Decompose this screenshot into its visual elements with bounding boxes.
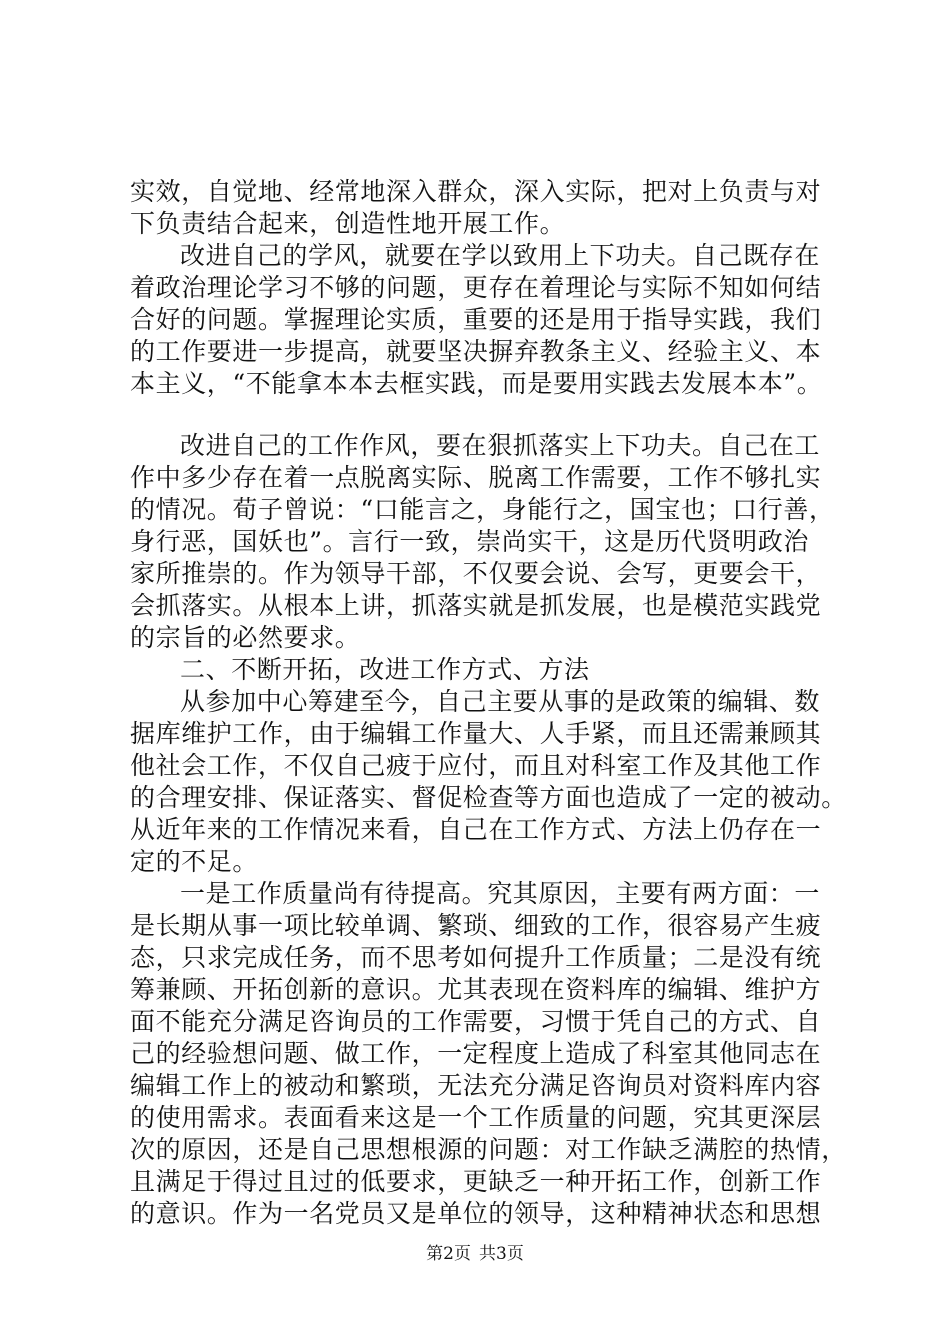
text-line: 是长期从事一项比较单调、繁琐、细致的工作，很容易产生疲	[130, 911, 822, 940]
text-line: 编辑工作上的被动和繁琐，无法充分满足咨询员对资料库内容	[130, 1071, 822, 1100]
text-line: 的工作要进一步提高，就要坚决摒弃教条主义、经验主义、本	[130, 337, 822, 366]
text-line: 一是工作质量尚有待提高。究其原因，主要有两方面：一	[180, 879, 821, 908]
text-line: 家所推崇的。作为领导干部，不仅要会说、会写，更要会干，	[130, 559, 822, 588]
text-line: 实效，自觉地、经常地深入群众，深入实际，把对上负责与对	[130, 177, 822, 206]
page-total: 共3页	[479, 1244, 524, 1264]
text-line: 从参加中心筹建至今，自己主要从事的是政策的编辑、数	[180, 687, 821, 716]
text-line: 且满足于得过且过的低要求，更缺乏一种开拓工作，创新工作	[130, 1167, 822, 1196]
text-line: 作中多少存在着一点脱离实际、脱离工作需要，工作不够扎实	[130, 463, 822, 492]
text-line: 改进自己的学风，就要在学以致用上下功夫。自己既存在	[180, 241, 821, 270]
section-heading: 二、不断开拓，改进工作方式、方法	[180, 655, 590, 684]
page-number: 第2页	[426, 1244, 471, 1264]
text-line: 态，只求完成任务，而不思考如何提升工作质量；二是没有统	[130, 943, 822, 972]
paragraph-gap	[130, 400, 830, 430]
text-line: 定的不足。	[130, 847, 259, 876]
text-line: 本主义，“不能拿本本去框实践，而是要用实践去发展本本”。	[130, 369, 823, 398]
text-line: 改进自己的工作作风，要在狠抓落实上下功夫。自己在工	[180, 431, 821, 460]
text-line: 次的原因，还是自己思想根源的问题：对工作缺乏满腔的热情，	[130, 1135, 847, 1164]
text-line: 面不能充分满足咨询员的工作需要，习惯于凭自己的方式、自	[130, 1007, 822, 1036]
text-line: 的意识。作为一名党员又是单位的领导，这种精神状态和思想	[130, 1199, 822, 1228]
text-line: 他社会工作，不仅自己疲于应付，而且对科室工作及其他工作	[130, 751, 822, 780]
text-line: 合好的问题。掌握理论实质，重要的还是用于指导实践，我们	[130, 305, 822, 334]
text-line: 会抓落实。从根本上讲，抓落实就是抓发展，也是模范实践党	[130, 591, 822, 620]
text-line: 己的经验想问题、做工作，一定程度上造成了科室其他同志在	[130, 1039, 822, 1068]
text-line: 的情况。荀子曾说：“口能言之，身能行之，国宝也；口行善，	[130, 495, 835, 524]
text-line: 的合理安排、保证落实、督促检查等方面也造成了一定的被动。	[130, 783, 847, 812]
text-line: 从近年来的工作情况来看，自己在工作方式、方法上仍存在一	[130, 815, 822, 844]
text-line: 筹兼顾、开拓创新的意识。尤其表现在资料库的编辑、维护方	[130, 975, 822, 1004]
page-footer	[0, 1244, 950, 1264]
text-line: 下负责结合起来，创造性地开展工作。	[130, 209, 566, 238]
text-line: 的使用需求。表面看来这是一个工作质量的问题，究其更深层	[130, 1103, 822, 1132]
text-line: 的宗旨的必然要求。	[130, 623, 361, 652]
text-line: 着政治理论学习不够的问题，更存在着理论与实际不知如何结	[130, 273, 822, 302]
text-line: 据库维护工作，由于编辑工作量大、人手紧，而且还需兼顾其	[130, 719, 822, 748]
text-line: 身行恶，国妖也”。言行一致，崇尚实干，这是历代贤明政治	[130, 527, 809, 556]
document-body	[130, 176, 847, 1230]
